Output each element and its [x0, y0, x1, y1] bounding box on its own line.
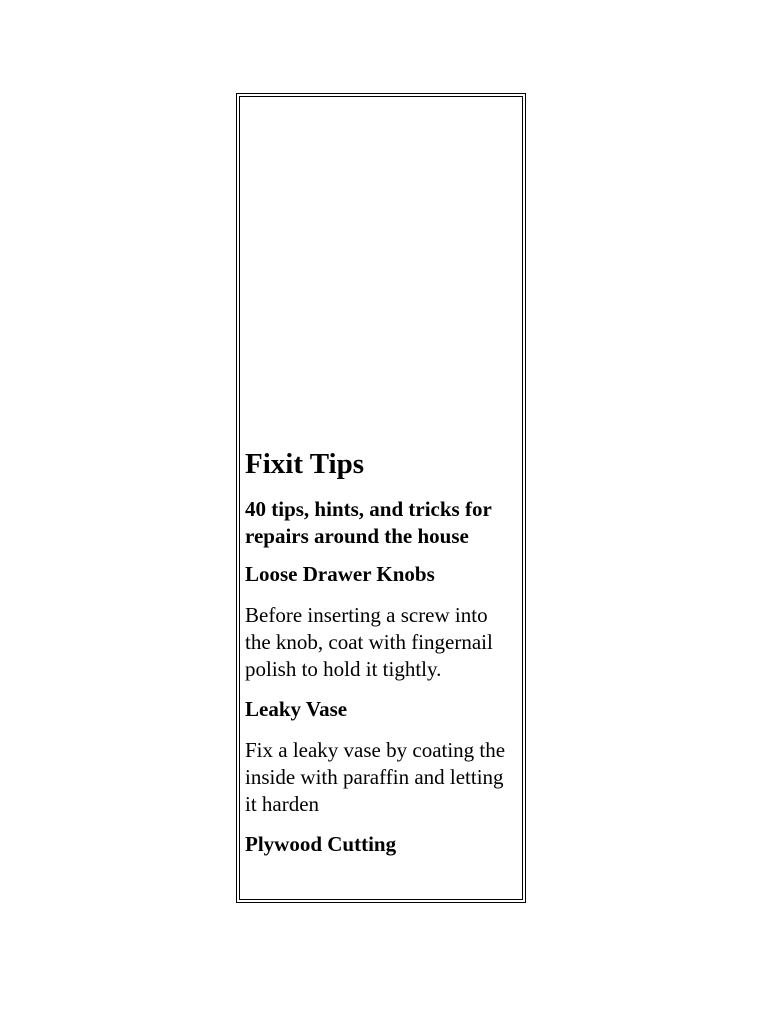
tip-body-loose-drawer-knobs: Before inserting a screw into the knob, coat with fingernail polish to hold it tightly. [245, 603, 493, 681]
document-subtitle: 40 tips, hints, and tricks for repairs around the house [245, 497, 492, 548]
tip-heading-loose-drawer-knobs: Loose Drawer Knobs [245, 562, 435, 586]
tip-heading-leaky-vase: Leaky Vase [245, 697, 348, 721]
page-frame [236, 93, 526, 903]
tip-heading-plywood-cutting: Plywood Cutting [245, 832, 397, 856]
document-content [245, 446, 518, 872]
page-frame-inner [239, 96, 523, 900]
document-title: Fixit Tips [245, 448, 365, 480]
tip-body-leaky-vase: Fix a leaky vase by coating the inside with paraffin and letting it harden [245, 738, 506, 816]
